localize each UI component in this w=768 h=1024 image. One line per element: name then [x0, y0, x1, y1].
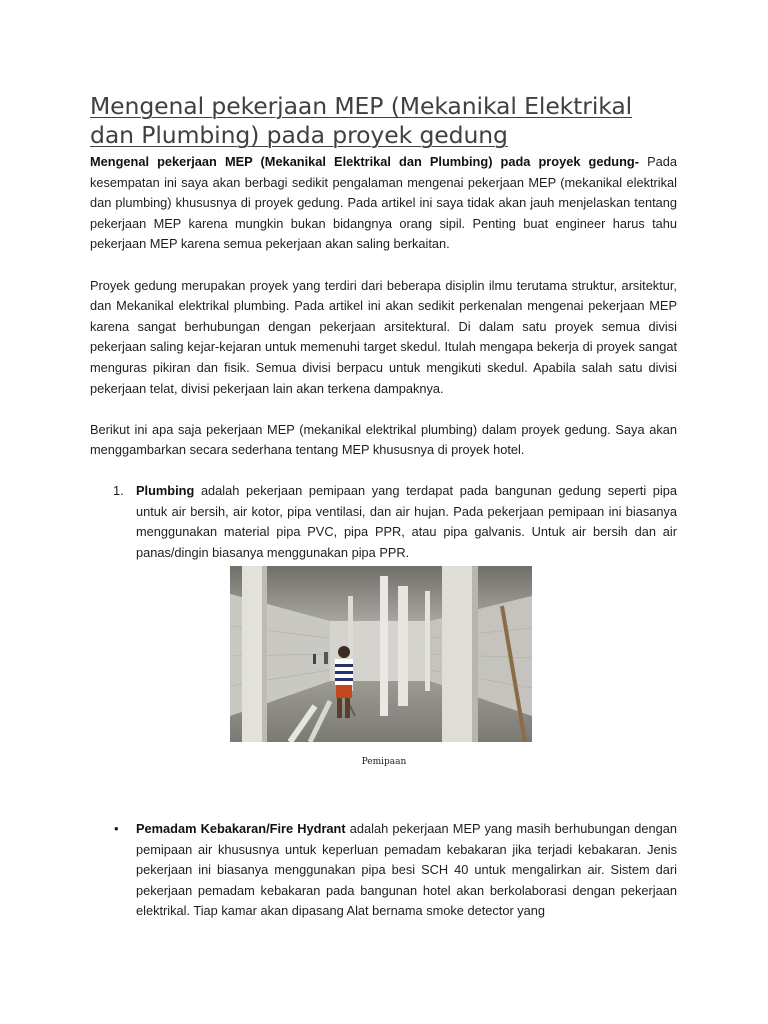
list-item-plumbing	[90, 481, 677, 563]
list-number: 1.	[113, 482, 124, 498]
paragraph-3: Berikut ini apa saja pekerjaan MEP (mekanikal elektrikal plumbing) dalam proyek gedung. Saya akan menggambarkan secara sederhana tentang MEP khususnya di proyek hotel.	[90, 421, 677, 458]
intro-paragraph	[90, 152, 677, 255]
bullet-item-body: adalah pekerjaan MEP yang masih berhubungan dengan pemipaan air khususnya untuk keperluan pemadam kebakaran jika terjadi kebakaran. Jenis pekerjaan ini biasanya menggunakan pipa besi SCH 40 untuk mengalirkan air. Sistem dari pekerjaan pemadam kebakaran pada bangunan hotel akan berkolaborasi dengan pekerjaan elektrikal. Tiap kamar akan dipasang Alat bernama smoke detector yang	[136, 821, 677, 919]
bullet-marker: •	[114, 821, 119, 836]
intro-bold-lead: Mengenal pekerjaan MEP (Mekanikal Elektrikal dan Plumbing) pada proyek gedung-	[90, 154, 640, 169]
intro-text: Pada kesempatan ini saya akan berbagi sedikit pengalaman mengenai pekerjaan MEP (mekanikal elektrikal dan plumbing) khususnya di proyek gedung. Pada artikel ini saya tidak akan jauh menjelaskan tentang pekerjaan MEP karena mungkin bukan bidangnya orang sipil. Penting buat engineer harus tahu pekerjaan MEP karena semua pekerjaan akan saling berkaitan.	[90, 154, 677, 252]
figure-caption: Pemipaan	[361, 757, 407, 767]
list-item-text	[136, 481, 677, 563]
plumbing-photo	[230, 566, 532, 742]
bullet-item-text	[136, 819, 677, 922]
paragraph-2: Proyek gedung merupakan proyek yang terdiri dari beberapa disiplin ilmu terutama struktur, arsitektur, dan Mekanikal elektrikal plumbing. Pada artikel ini akan sedikit perkenalan mengenai pekerjaan MEP karena sangat berhubungan dengan pekerjaan arsitektural. Di dalam satu proyek semua divisi pekerjaan saling kejar-kejaran untuk memenuhi target skedul. Itulah mengapa bekerja di proyek sangat menguras pikiran dan fisik. Semua divisi berpacu untuk mengikuti skedul. Apabila salah satu divisi pekerjaan telat, divisi pekerjaan lain akan terkena dampaknya.	[90, 277, 677, 396]
bullet-list	[90, 819, 677, 922]
bullet-item-bold: Pemadam Kebakaran/Fire Hydrant	[136, 821, 346, 836]
document-page	[90, 92, 677, 563]
page-title: Mengenal pekerjaan MEP (Mekanikal Elektrikal dan Plumbing) pada proyek gedung	[90, 92, 633, 149]
list-item-bold: Plumbing	[136, 482, 195, 498]
list-item-fire-hydrant	[90, 819, 677, 922]
list-item-body: adalah pekerjaan pemipaan yang terdapat pada bangunan gedung seperti pipa untuk air bersih, air kotor, pipa ventilasi, dan air hujan. Pada pekerjaan pemipaan ini biasanya menggunakan material pipa PVC, pipa PPR, atau pipa galvanis. Untuk air bersih dan air panas/dingin biasanya menggunakan pipa PPR.	[136, 482, 677, 560]
